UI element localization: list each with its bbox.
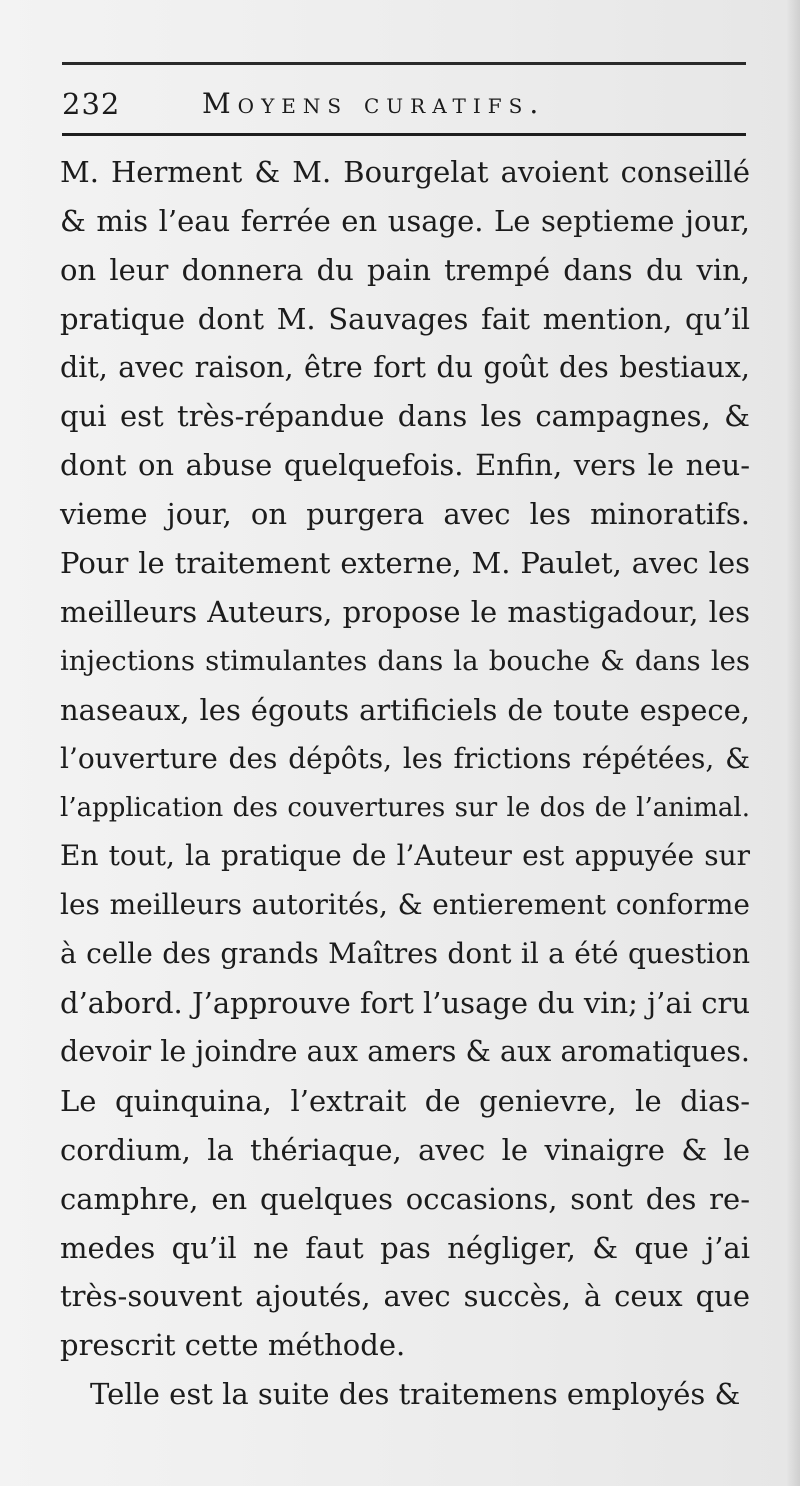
text-line: très-souvent ajoutés, avec succès, à ceux que	[60, 1279, 750, 1314]
text-line: cordium, la thériaque, avec le vinaigre & le	[60, 1132, 750, 1167]
text-line: Le quinquina, l’extrait de genievre, le dias-	[60, 1083, 750, 1118]
page-edge-shadow	[786, 0, 800, 1486]
text-line: Pour le traitement externe, M. Paulet, avec les	[60, 546, 750, 581]
text-line: prescrit cette méthode.	[60, 1328, 406, 1363]
text-line: l’ouverture des dépôts, les frictions répétées, &	[60, 741, 750, 775]
text-line: En tout, la pratique de l’Auteur est appuyée sur	[60, 839, 750, 873]
header-rule-bottom	[62, 133, 746, 136]
text-line: l’application des couvertures sur le dos de l’animal.	[60, 792, 750, 823]
text-line: vieme jour, on purgera avec les minoratifs.	[60, 497, 750, 532]
text-line: d’abord. J’approuve fort l’usage du vin; j’ai cru	[60, 986, 750, 1021]
text-line: les meilleurs autorités, & entierement conforme	[60, 888, 750, 922]
running-head	[62, 86, 746, 126]
text-line: dont on abuse quelquefois. Enfin, vers le neu-	[60, 448, 750, 483]
body-text	[60, 148, 750, 1419]
text-line: naseaux, les égouts artificiels de toute espece,	[60, 692, 750, 727]
text-line: M. Herment & M. Bourgelat avoient conseillé	[60, 155, 750, 189]
page-number: 232	[62, 87, 121, 121]
text-line: devoir le joindre aux amers & aux aromatiques.	[60, 1035, 750, 1069]
text-line: qui est très-répandue dans les campagnes, &	[60, 399, 750, 434]
text-line: medes qu’il ne faut pas négliger, & que j’ai	[60, 1230, 750, 1265]
text-line: dit, avec raison, être fort du goût des bestiaux,	[60, 350, 750, 384]
text-line: injections stimulantes dans la bouche & dans les	[60, 644, 750, 677]
text-line: meilleurs Auteurs, propose le mastigadour, les	[60, 595, 750, 630]
running-title: Moyens curatifs.	[202, 87, 546, 120]
text-line: pratique dont M. Sauvages fait mention, qu’il	[60, 301, 750, 336]
text-line: Telle est la suite des traitemens employés &	[90, 1377, 741, 1412]
header-rule-top	[62, 62, 746, 65]
text-line: camphre, en quelques occasions, sont des re-	[60, 1181, 750, 1216]
text-line: à celle des grands Maîtres dont il a été question	[60, 937, 750, 971]
text-line: on leur donnera du pain trempé dans du vin,	[60, 252, 750, 287]
text-line: & mis l’eau ferrée en usage. Le septieme jour,	[60, 203, 750, 238]
